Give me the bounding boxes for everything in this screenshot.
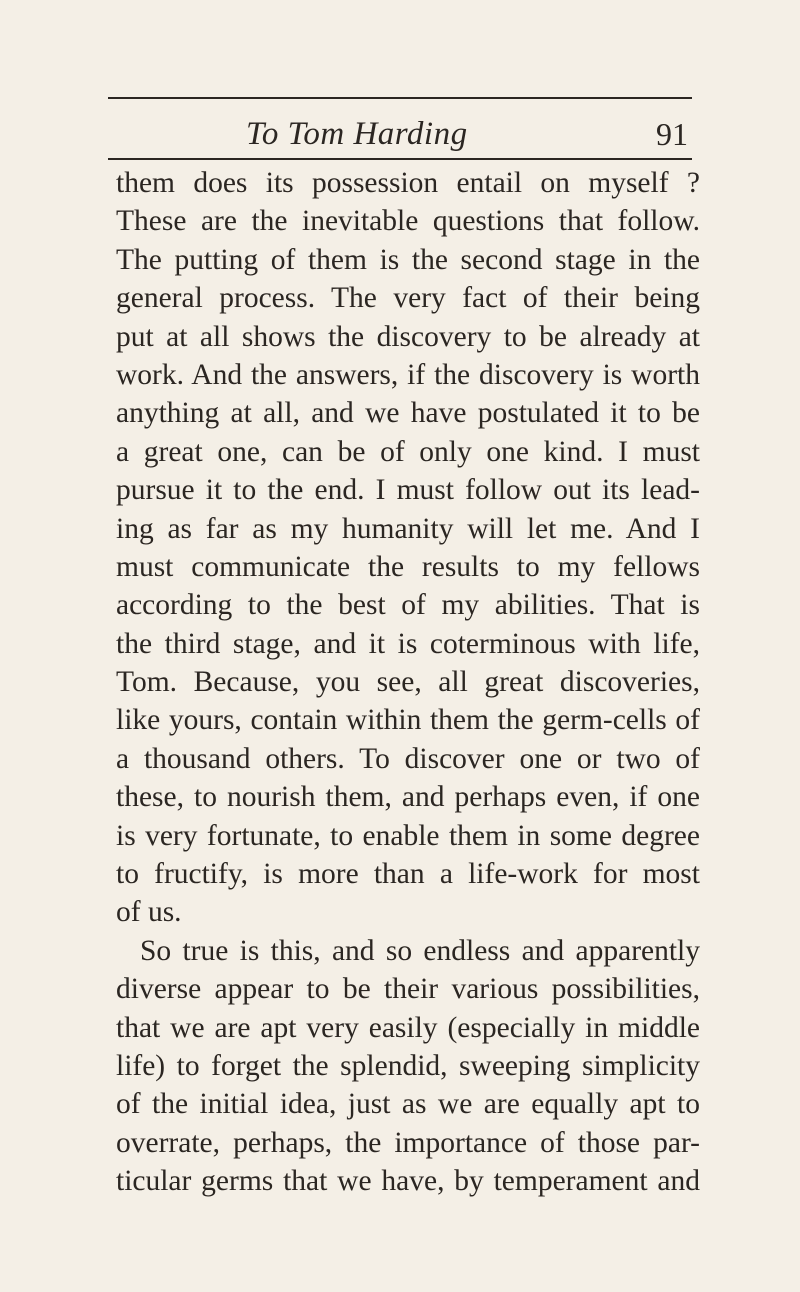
text-line: is very fortunate, to enable them in some degree [116, 819, 700, 852]
text-line: general process. The very fact of their being [116, 282, 700, 315]
text-line: put at all shows the discovery to be already at [116, 320, 700, 353]
page-number: 91 [656, 116, 688, 152]
text-line: must communicate the results to my fellows [116, 550, 700, 583]
text-line: overrate, perhaps, the importance of those par- [116, 1126, 700, 1159]
header-rule-top [108, 97, 692, 99]
running-head [108, 114, 692, 154]
text-line: the third stage, and it is coterminous with life, [116, 627, 700, 660]
text-line: that we are apt very easily (especially in middle [116, 1011, 700, 1044]
text-line: a great one, can be of only one kind. I must [116, 435, 700, 468]
text-line: work. And the answers, if the discovery is worth [116, 358, 700, 391]
text-line: pursue it to the end. I must follow out its lead- [116, 474, 700, 507]
text-line: ing as far as my humanity will let me. And I [116, 512, 700, 545]
header-rule-bottom [108, 158, 692, 160]
text-line: ticular germs that we have, by temperament and [116, 1165, 700, 1198]
text-line: a thousand others. To discover one or two of [116, 742, 700, 775]
running-head-title: To Tom Harding [246, 116, 468, 152]
text-line: life) to forget the splendid, sweeping simplicity [116, 1049, 700, 1082]
text-line: of the initial idea, just as we are equally apt to [116, 1088, 700, 1121]
paragraph-start-line: So true is this, and so endless and apparently [140, 934, 700, 967]
text-line: diverse appear to be their various possibilities, [116, 973, 700, 1006]
text-line: anything at all, and we have postulated it to be [116, 397, 700, 430]
text-line: of us. [116, 896, 182, 929]
text-line: These are the inevitable questions that follow. [116, 205, 700, 238]
text-line: them does its possession entail on myself ? [116, 167, 700, 199]
text-line: according to the best of my abilities. That is [116, 589, 700, 622]
text-line: to fructify, is more than a life-work for most [116, 858, 700, 891]
text-line: like yours, contain within them the germ-cells of [116, 704, 700, 737]
text-line: Tom. Because, you see, all great discoveries, [116, 666, 700, 699]
body-text [116, 164, 700, 1201]
text-line: these, to nourish them, and perhaps even, if one [116, 781, 700, 814]
text-line: The putting of them is the second stage in the [116, 243, 700, 276]
